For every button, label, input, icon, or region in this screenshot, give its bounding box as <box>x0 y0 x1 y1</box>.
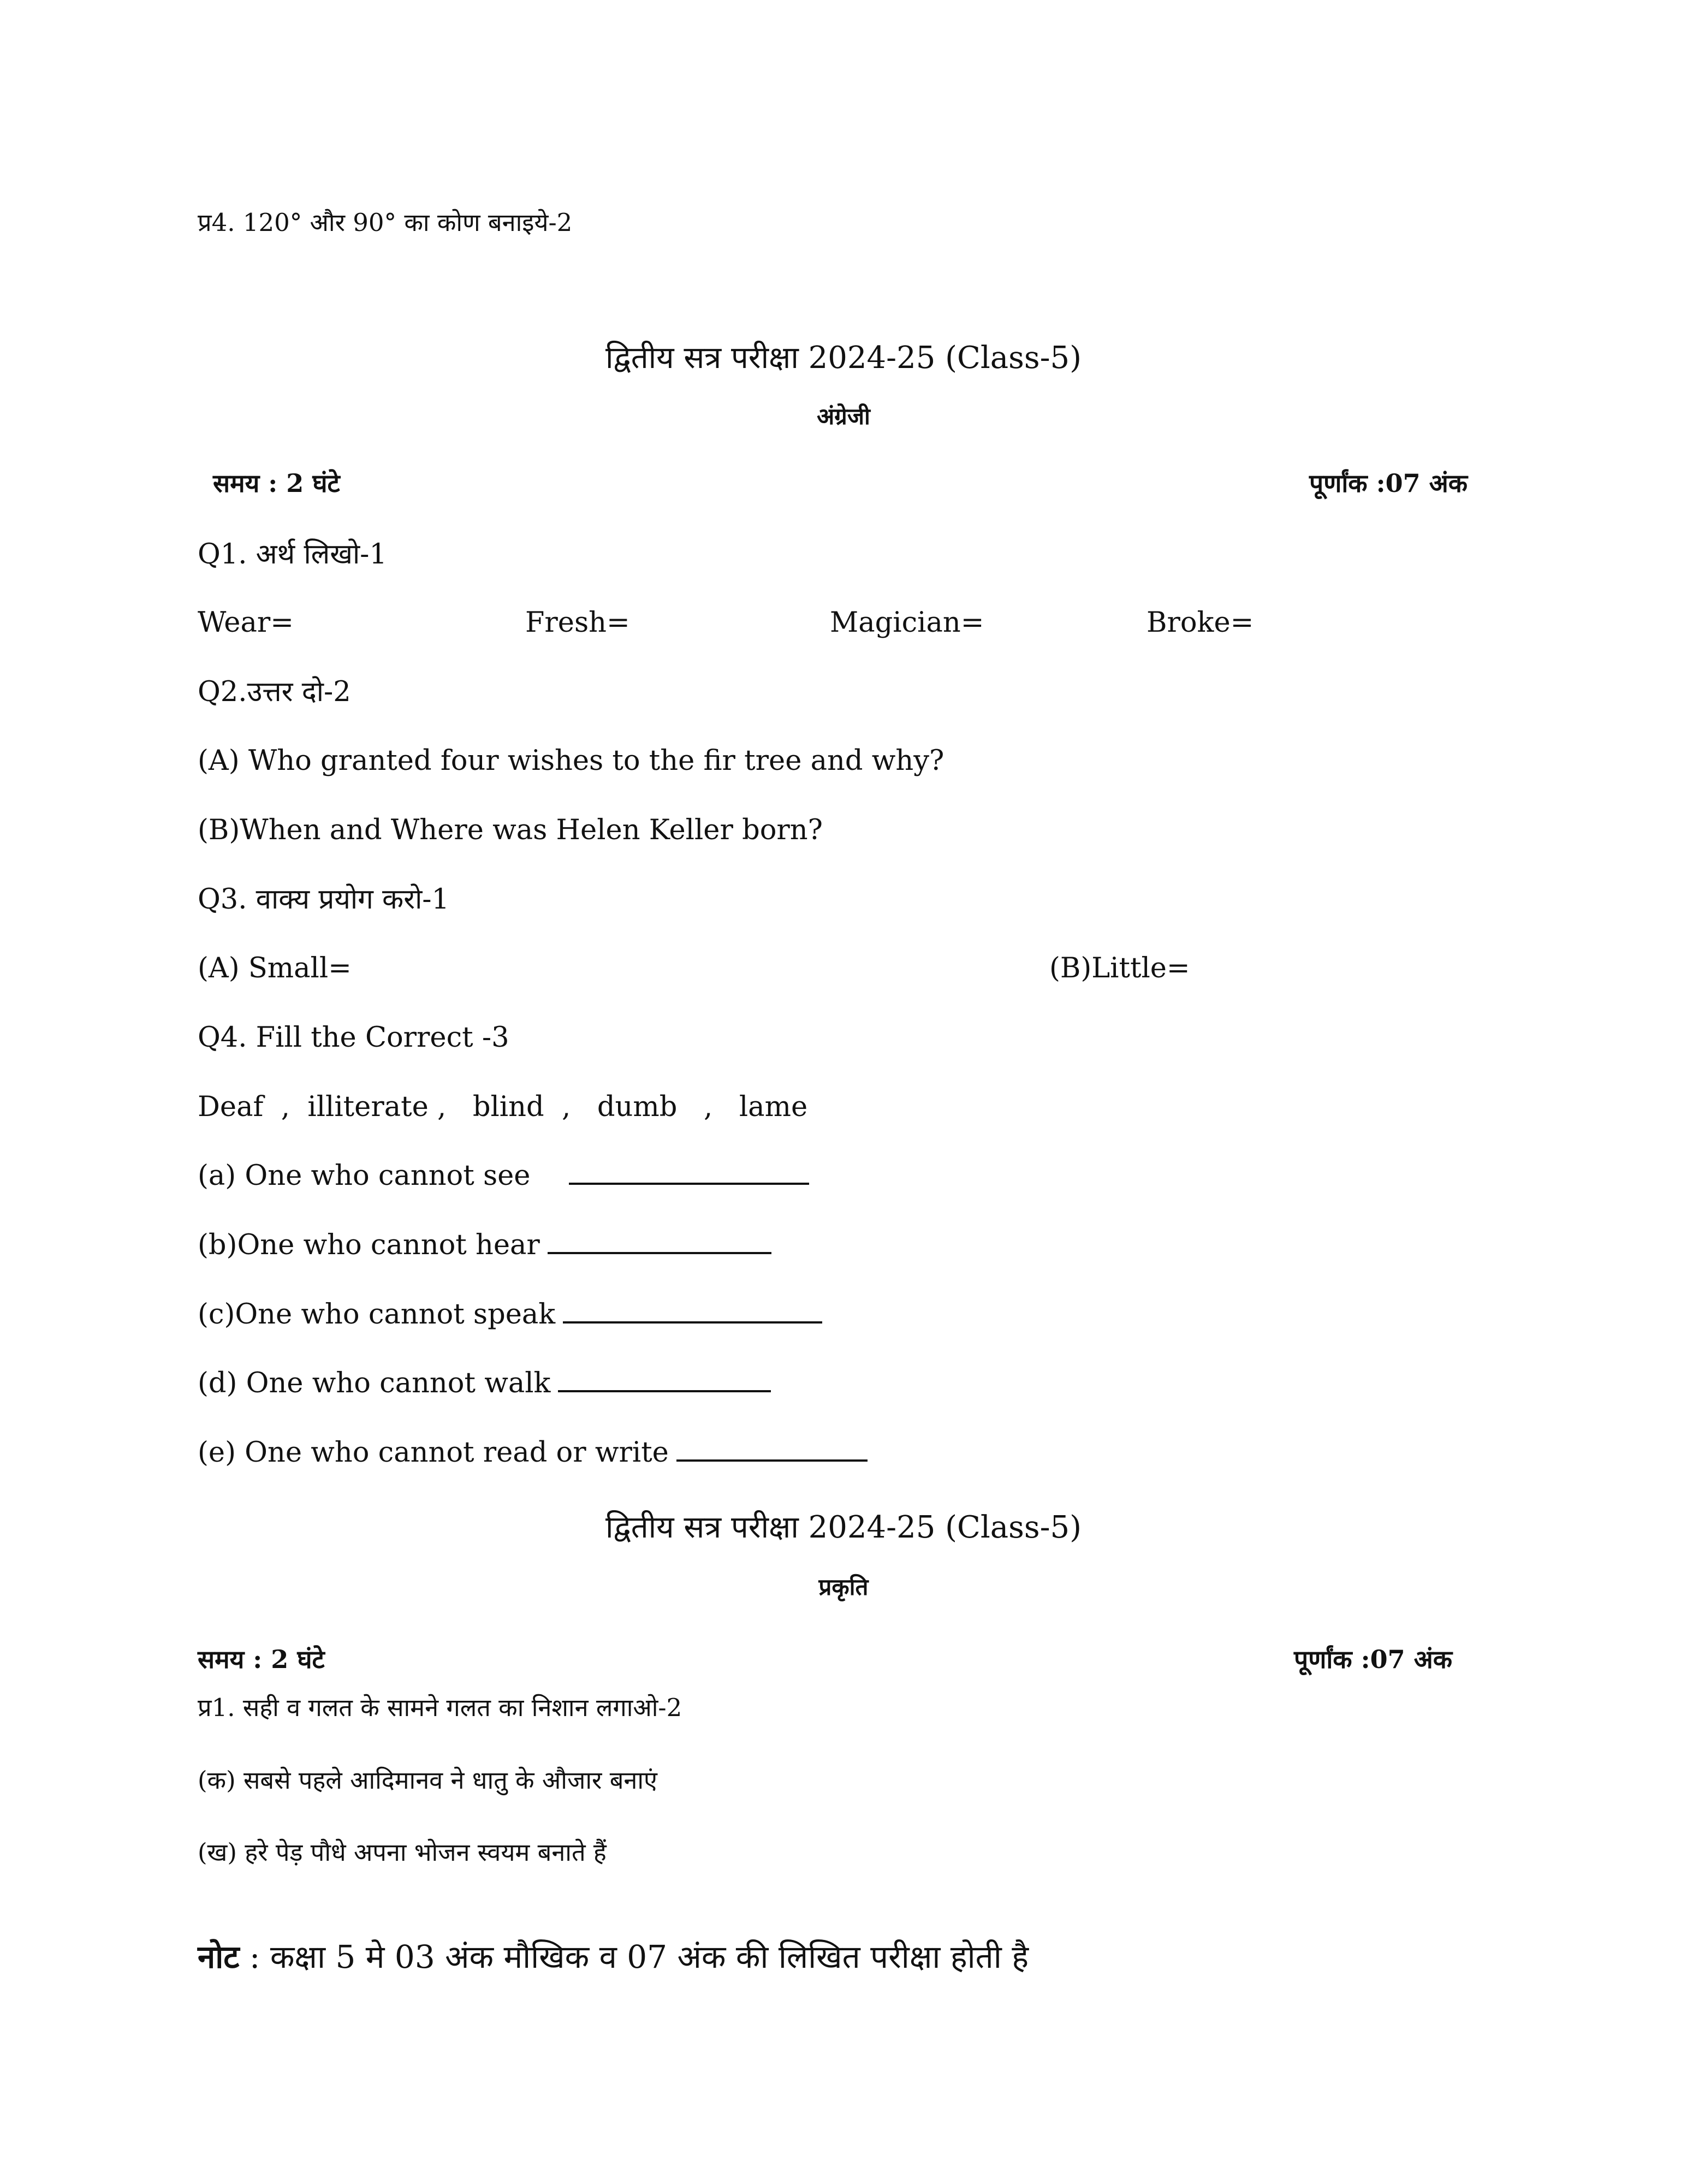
q1-word-fresh: Fresh= <box>525 607 630 639</box>
note-line <box>198 1938 1029 1975</box>
nature-marks: पूर्णांक :07 अंक <box>1294 1645 1453 1674</box>
nature-q1-item-kha: (ख) हरे पेड़ पौधे अपना भोजन स्वयम बनाते हैं <box>198 1838 607 1867</box>
q4-heading: Q4. Fill the Correct -3 <box>198 1022 509 1054</box>
q2-part-b: (B)When and Where was Helen Keller born? <box>198 814 823 846</box>
q2-part-a: (A) Who granted four wishes to the fir tree and why? <box>198 745 945 777</box>
nature-q1-heading: प्र1. सही व गलत के सामने गलत का निशान लगाओ-2 <box>198 1693 682 1722</box>
note-text: : कक्षा 5 मे 03 अंक मौखिक व 07 अंक की लिखित परीक्षा होती है <box>239 1938 1029 1975</box>
q4-item-e <box>198 1439 868 1467</box>
answer-blank <box>563 1321 822 1324</box>
q4-item-e-text: (e) One who cannot read or write <box>198 1437 669 1469</box>
q4-item-d-text: (d) One who cannot walk <box>198 1367 551 1399</box>
q4-item-b-text: (b)One who cannot hear <box>198 1229 540 1261</box>
nature-q1-item-ka: (क) सबसे पहले आदिमानव ने धातु के औजार बनाएं <box>198 1766 657 1795</box>
q1-word-wear: Wear= <box>198 607 294 639</box>
q4-item-a-text: (a) One who cannot see <box>198 1160 531 1192</box>
q3-heading: Q3. वाक्य प्रयोग करो-1 <box>198 883 449 916</box>
answer-blank <box>569 1183 809 1185</box>
note-label: नोट <box>198 1938 240 1975</box>
nature-section-title: द्वितीय सत्र परीक्षा 2024-25 (Class-5) <box>605 1510 1082 1545</box>
q3-part-b: (B)Little= <box>1049 952 1190 984</box>
q4-item-b <box>198 1231 771 1259</box>
q3-part-a: (A) Small= <box>198 952 352 984</box>
english-time: समय : 2 घंटे <box>213 468 340 498</box>
q2-heading: Q2.उत्तर दो-2 <box>198 676 351 708</box>
answer-blank <box>548 1252 771 1254</box>
answer-blank <box>676 1459 868 1462</box>
q1-word-broke: Broke= <box>1147 607 1254 639</box>
nature-subject-heading: प्रकृति <box>818 1574 869 1600</box>
nature-time: समय : 2 घंटे <box>198 1645 325 1674</box>
q1-heading: Q1. अर्थ लिखो-1 <box>198 538 387 571</box>
english-marks: पूर्णांक :07 अंक <box>1309 468 1468 498</box>
math-question-4: प्र4. 120° और 90° का कोण बनाइये-2 <box>198 208 573 237</box>
q4-item-c <box>198 1298 822 1331</box>
q4-item-a <box>198 1162 809 1190</box>
english-subject-heading: अंग्रेजी <box>817 403 870 430</box>
q4-item-c-text: (c)One who cannot speak <box>198 1298 556 1331</box>
q4-item-d <box>198 1369 771 1397</box>
q1-word-magician: Magician= <box>830 607 984 639</box>
q4-word-options: Deaf , illiterate , blind , dumb , lame <box>198 1091 808 1123</box>
answer-blank <box>558 1390 771 1392</box>
english-section-title: द्वितीय सत्र परीक्षा 2024-25 (Class-5) <box>605 340 1082 376</box>
